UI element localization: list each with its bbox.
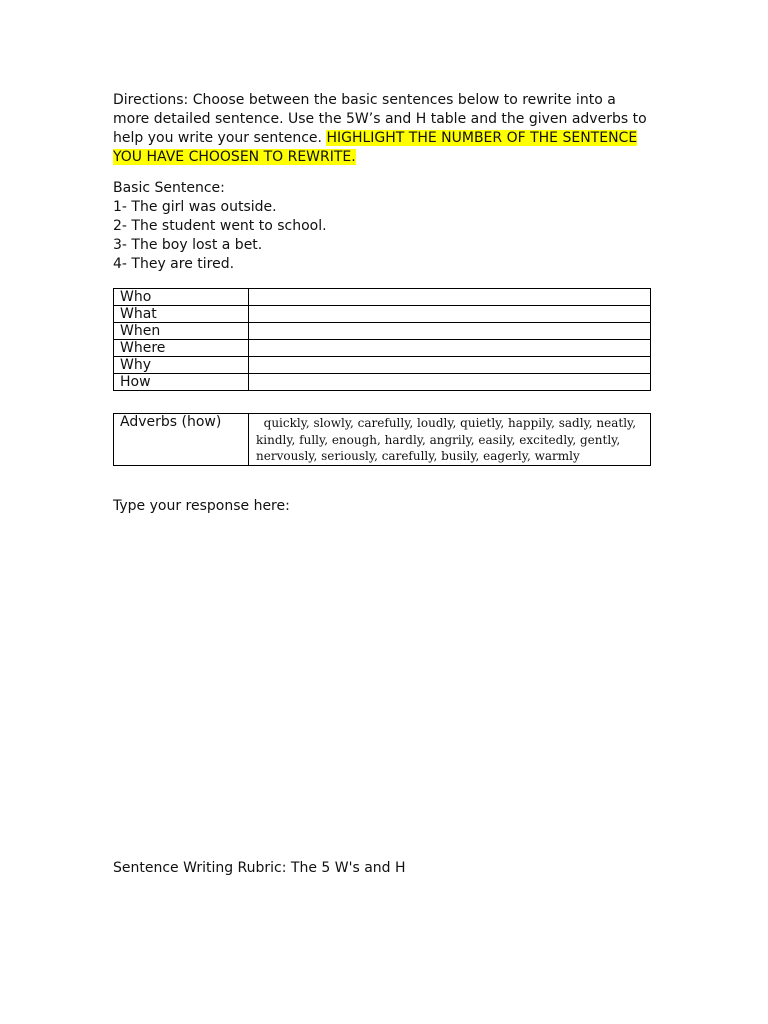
table-row [114,340,651,357]
cell-where[interactable] [249,340,651,357]
row-label-who: Who [114,289,249,306]
basic-sentence-heading: Basic Sentence: [113,180,225,196]
table-row [114,289,651,306]
adverbs-list: quickly, slowly, carefully, loudly, quietly, happily, sadly, neatly, kindly, fully, enough, hardly, angrily, easily, excitedly, gently, nervously, seriously, carefully, busily, eagerly, warmly [249,414,651,466]
adverbs-label: Adverbs (how) [114,414,249,466]
basic-sentences [113,179,653,274]
table-row [114,306,651,323]
cell-when[interactable] [249,323,651,340]
cell-what[interactable] [249,306,651,323]
cell-how[interactable] [249,374,651,391]
cell-who[interactable] [249,289,651,306]
adverbs-table [113,413,651,466]
directions-paragraph [113,91,653,167]
response-prompt[interactable]: Type your response here: [113,497,290,514]
row-label-how: How [114,374,249,391]
row-label-what: What [114,306,249,323]
basic-sentence-4: 4- They are tired. [113,256,235,272]
basic-sentence-3: 3- The boy lost a bet. [113,237,263,253]
directions-text: Directions: Choose between the basic sentences below to rewrite into a more detailed sentence. Use the 5W’s and H table and the given adverbs to help you write your sentence. [113,92,647,146]
directions-highlight: HIGHLIGHT THE NUMBER OF THE SENTENCE YOU HAVE CHOOSEN TO REWRITE. [113,130,638,165]
basic-sentence-2: 2- The student went to school. [113,218,327,234]
table-row [114,374,651,391]
table-row [114,414,651,466]
row-label-when: When [114,323,249,340]
cell-why[interactable] [249,357,651,374]
basic-sentence-1: 1- The girl was outside. [113,199,277,215]
five-w-h-table [113,288,651,391]
rubric-title: Sentence Writing Rubric: The 5 W's and H [113,860,406,876]
table-row [114,357,651,374]
worksheet [113,91,653,516]
row-label-where: Where [114,340,249,357]
row-label-why: Why [114,357,249,374]
table-row [114,323,651,340]
